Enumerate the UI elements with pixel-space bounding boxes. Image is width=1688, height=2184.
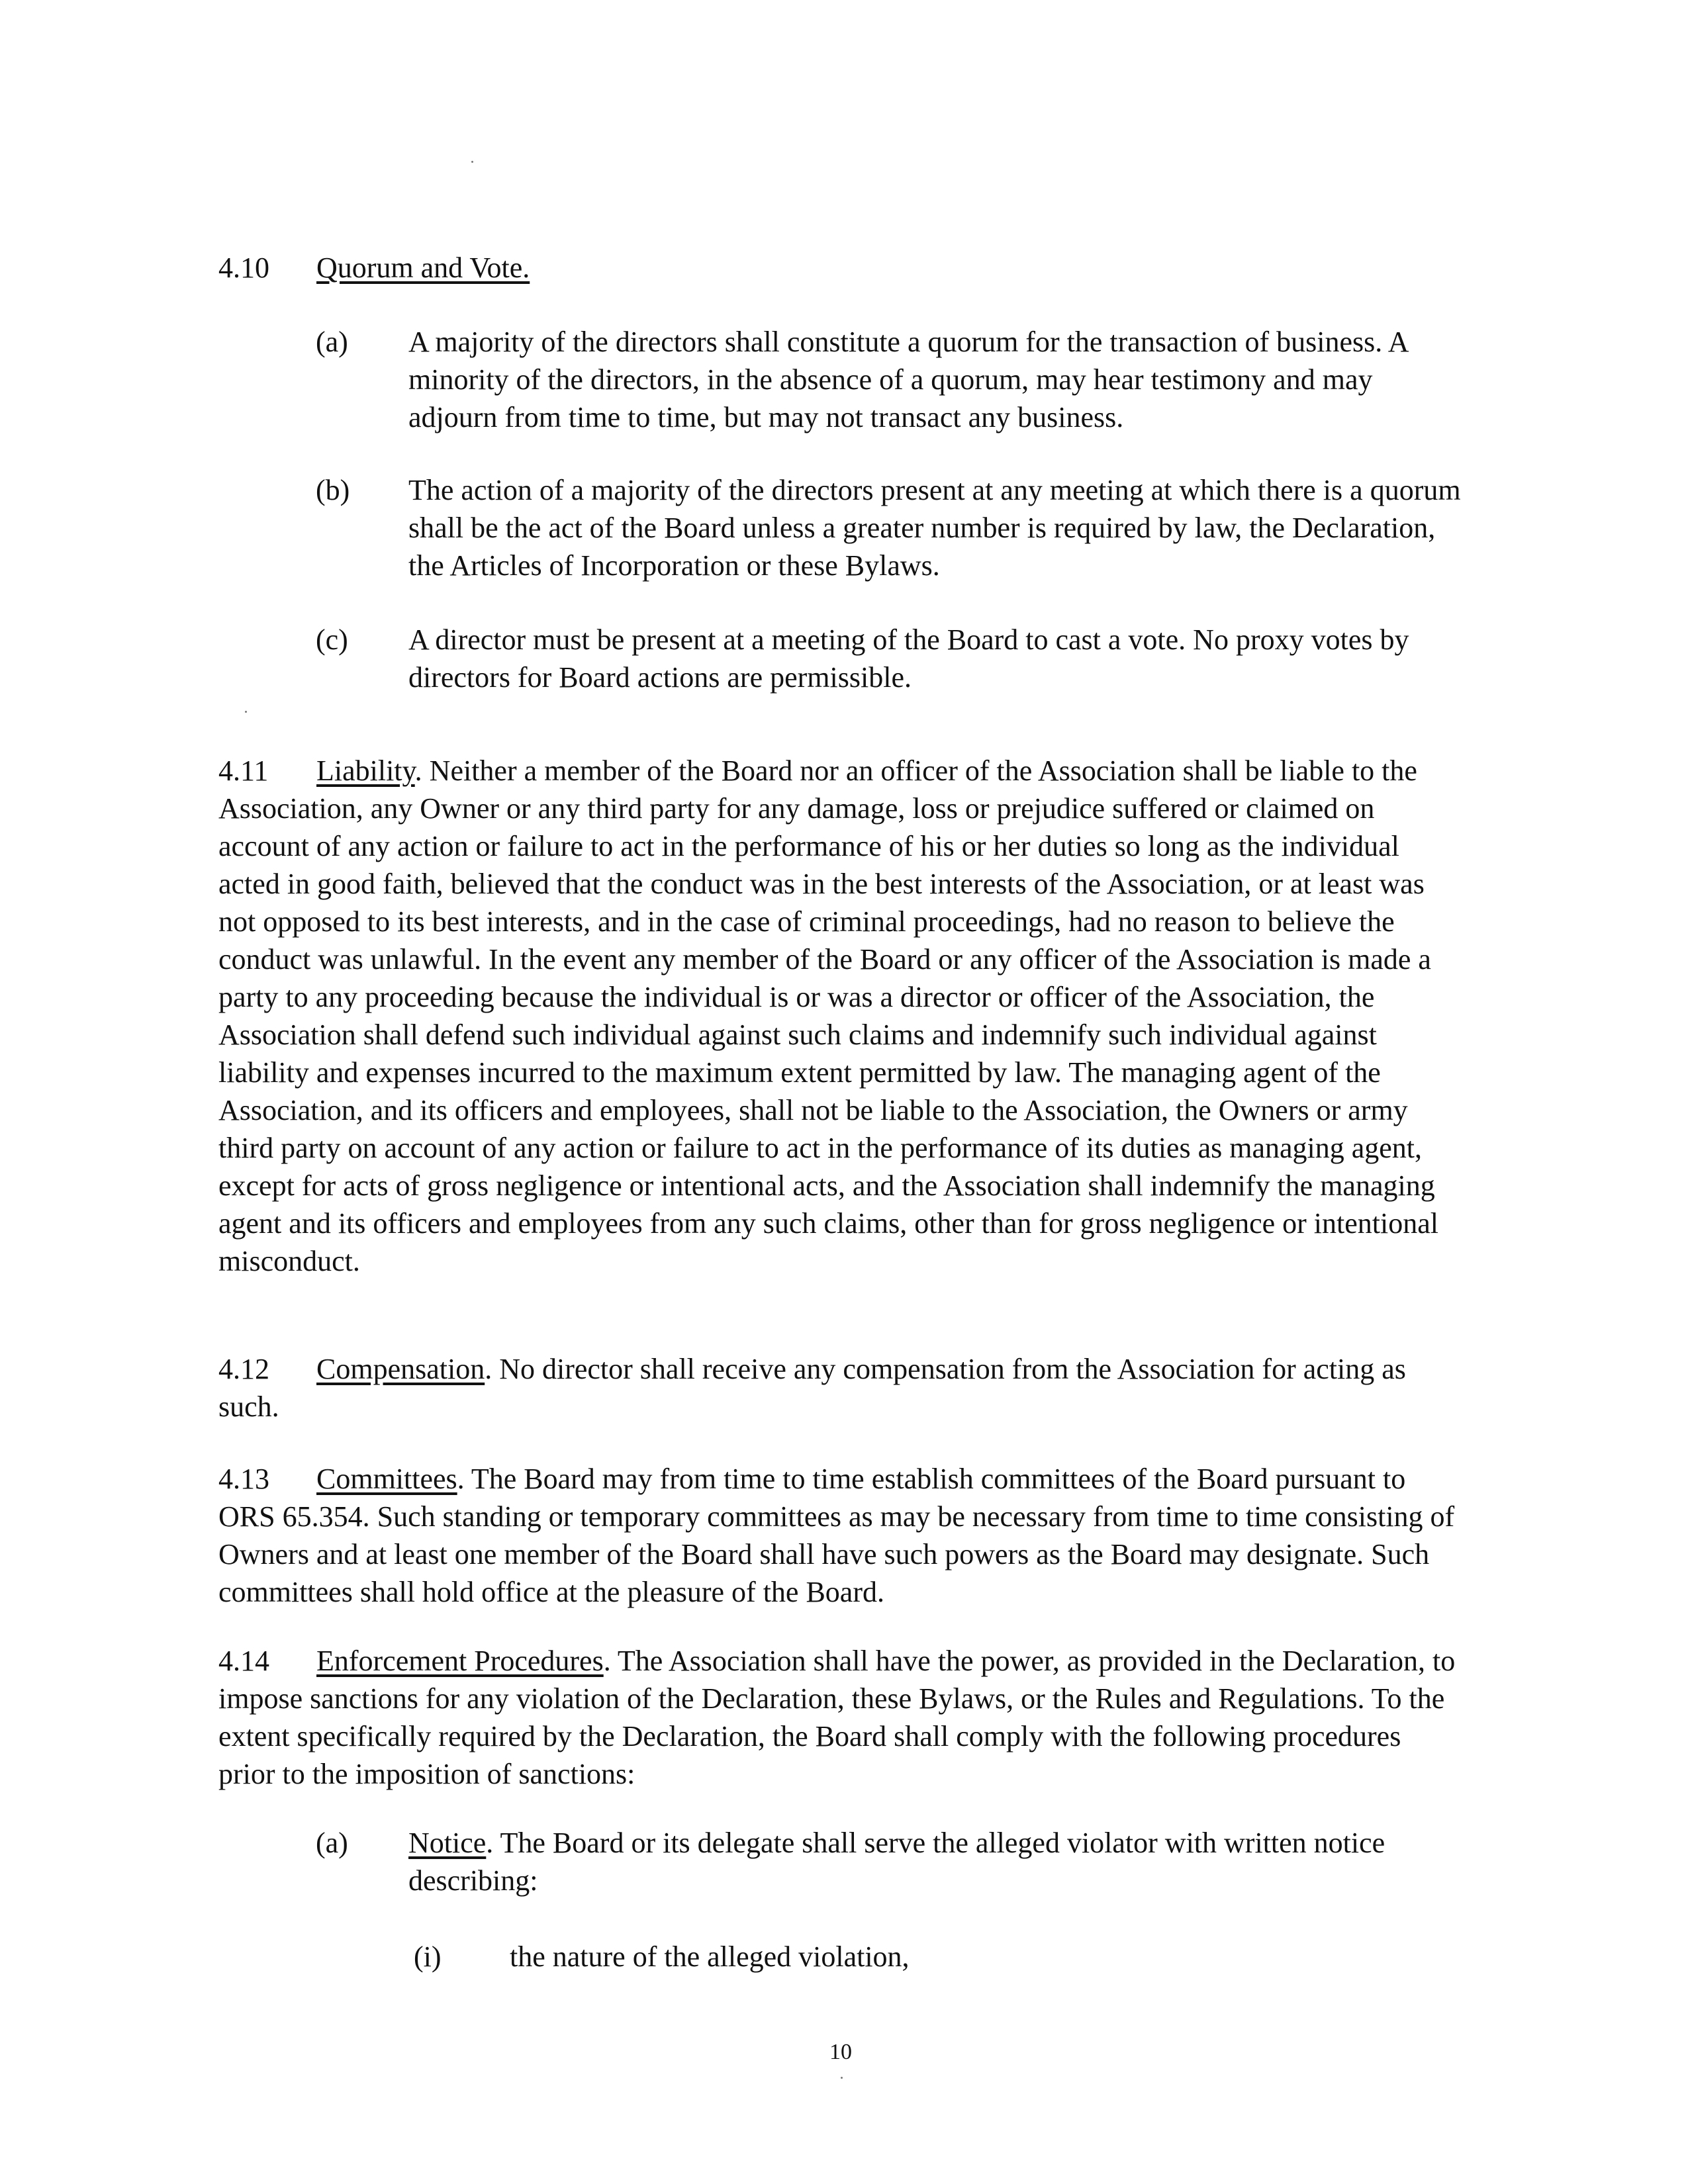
- item-label: (c): [316, 623, 348, 656]
- section-title: Compensation: [316, 1353, 485, 1385]
- section-4-12: [218, 1350, 1456, 1426]
- item-text: The action of a majority of the directors present at any meeting at which there is a quorum shall be the act of the Board unless a greater number is required by law, the Declaration, the Articles of Incorporation or these Bylaws.: [408, 474, 1461, 582]
- item-label: (a): [316, 326, 348, 358]
- section-number: 4.13: [218, 1463, 269, 1495]
- section-body: . Neither a member of the Board nor an officer of the Association shall be liable to the Association, any Owner or any third party for any damage, loss or prejudice suffered or claimed on account of any action or failure to act in the performance of his or her duties so long as the individual acted in good faith, believed that the conduct was in the best interests of the Association, or at least was not opposed to its best interests, and in the case of criminal proceedings, had no reason to believe the conduct was unlawful. In the event any member of the Board or any officer of the Association is made a party to any proceeding because the individual is or was a director or officer of the Association, the Association shall defend such individual against such claims and indemnify such individual against liability and expenses incurred to the maximum extent permitted by law. The managing agent of the Association, and its officers and employees, shall not be liable to the Association, the Owners or army third party on account of any action or failure to act in the performance of its duties as managing agent, except for acts of gross negligence or intentional acts, and the Association shall indemnify the managing agent and its officers and employees from any such claims, other than for gross negligence or intentional misconduct.: [218, 754, 1438, 1277]
- section-4-14-item-i: [414, 1938, 1407, 1978]
- section-number: 4.10: [218, 251, 269, 284]
- page-number: 10: [829, 2040, 852, 2064]
- item-label: (i): [414, 1940, 442, 1973]
- item-text: the nature of the alleged violation,: [510, 1940, 910, 1973]
- section-4-11: [218, 752, 1456, 1280]
- section-4-10-item-c: [316, 621, 1468, 700]
- section-number: 4.14: [218, 1645, 269, 1677]
- item-label: (b): [316, 474, 350, 506]
- item-body: . The Board or its delegate shall serve the alleged violator with written notice describing:: [408, 1827, 1385, 1897]
- scan-speck: [245, 711, 247, 713]
- section-title: Liability: [316, 754, 415, 787]
- item-label: (a): [316, 1827, 348, 1859]
- section-4-10-item-a: [316, 323, 1468, 439]
- item-title: Notice: [408, 1827, 487, 1859]
- section-title: Committees: [316, 1463, 457, 1495]
- section-4-13: [218, 1460, 1456, 1611]
- section-title: Enforcement Procedures: [316, 1645, 604, 1677]
- section-number: 4.11: [218, 754, 269, 787]
- item-text: A director must be present at a meeting of the Board to cast a vote. No proxy votes by directors for Board actions are permissible.: [408, 623, 1409, 694]
- item-text: A majority of the directors shall constitute a quorum for the transaction of business. A minority of the directors, in the absence of a quorum, may hear testimony and may adjourn from time to time, but may not transact any business.: [408, 326, 1408, 433]
- section-body: . The Association shall have the power, as provided in the Declaration, to impose sanctions for any violation of the Declaration, these Bylaws, or the Rules and Regulations. To the extent specifically required by the Declaration, the Board shall comply with the following procedures prior to the imposition of sanctions:: [218, 1645, 1456, 1790]
- section-body: . No director shall receive any compensation from the Association for acting as such.: [218, 1353, 1406, 1423]
- section-body: . The Board may from time to time establish committees of the Board pursuant to ORS 65.354. Such standing or temporary committees as may be necessary from time to time consisting of Owners and at least one member of the Board shall have such powers as the Board may designate. Such committees shall hold office at the pleasure of the Board.: [218, 1463, 1455, 1608]
- section-4-14-item-a: [316, 1824, 1468, 1903]
- section-4-10-item-b: [316, 471, 1468, 587]
- section-number: 4.12: [218, 1353, 269, 1385]
- scan-speck: [841, 2077, 843, 2079]
- section-title: Quorum and Vote.: [316, 251, 530, 284]
- scan-speck: [471, 161, 473, 163]
- item-text: [408, 1824, 1468, 1899]
- section-4-10-heading: [218, 249, 530, 287]
- section-4-14: [218, 1642, 1456, 1793]
